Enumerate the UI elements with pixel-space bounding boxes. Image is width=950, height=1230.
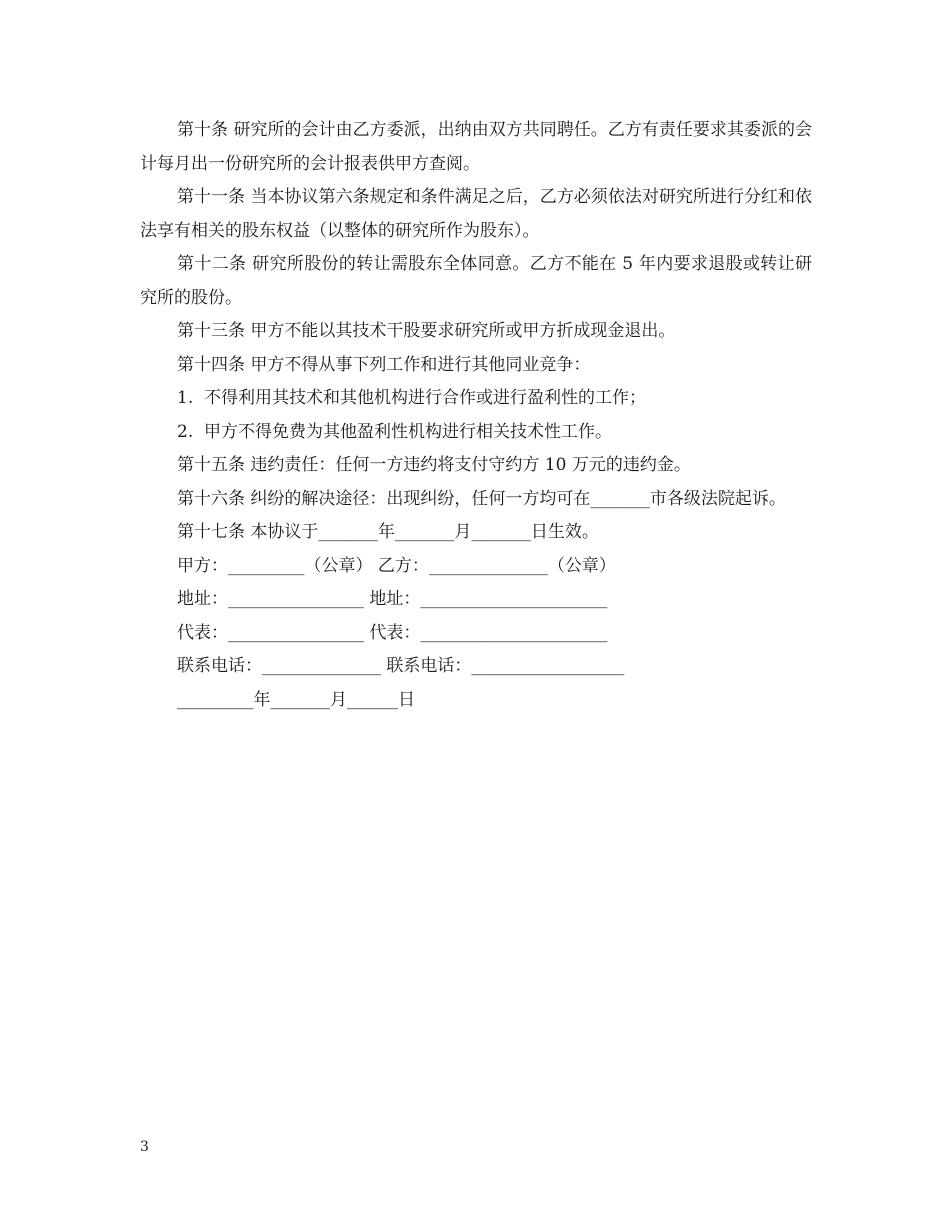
article-14: 第十四条 甲方不得从事下列工作和进行其他同业竞争： [177, 354, 591, 375]
article-14-item-1: 1. 不得利用其技术和其他机构进行合作或进行盈利性的工作； [177, 388, 647, 408]
signature-address-line: 地址：________________ 地址：______________________ [177, 589, 608, 609]
article-14-item-2: 2. 甲方不得免费为其他盈利性机构进行相关技术性工作。 [177, 421, 613, 442]
article-10: 第十条 研究所的会计由乙方委派，出纳由双方共同聘任。乙方有责任要求其委派的会计每月出一份研究所的会计报表供甲方查阅。 [140, 120, 812, 174]
article-17: 第十七条 本协议于_______年_______月_______日生效。 [177, 522, 599, 542]
article-13: 第十三条 甲方不能以其技术干股要求研究所或甲方折成现金退出。 [177, 321, 676, 341]
signature-representative-line: 代表：________________ 代表：______________________ [177, 622, 608, 643]
article-15: 第十五条 违约责任：任何一方违约将支付守约方 10 万元的违约金。 [177, 455, 691, 475]
signature-phone-line: 联系电话：______________ 联系电话：__________________ [177, 656, 625, 676]
signature-date-line: _________年_______月______日 [177, 689, 415, 710]
page-number: 3 [140, 1139, 149, 1155]
signature-party-line: 甲方：_________（公章） 乙方：______________（公章） [177, 555, 616, 576]
article-12: 第十二条 研究所股份的转让需股东全体同意。乙方不能在 5 年内要求退股或转让研究所的股份。 [140, 254, 812, 308]
article-11: 第十一条 当本协议第六条规定和条件满足之后，乙方必须依法对研究所进行分红和依法享有相关的股东权益（以整体的研究所作为股东）。 [140, 187, 812, 241]
article-16: 第十六条 纠纷的解决途径：出现纠纷，任何一方均可在_______市各级法院起诉。 [177, 488, 786, 509]
agreement-body [140, 114, 812, 717]
